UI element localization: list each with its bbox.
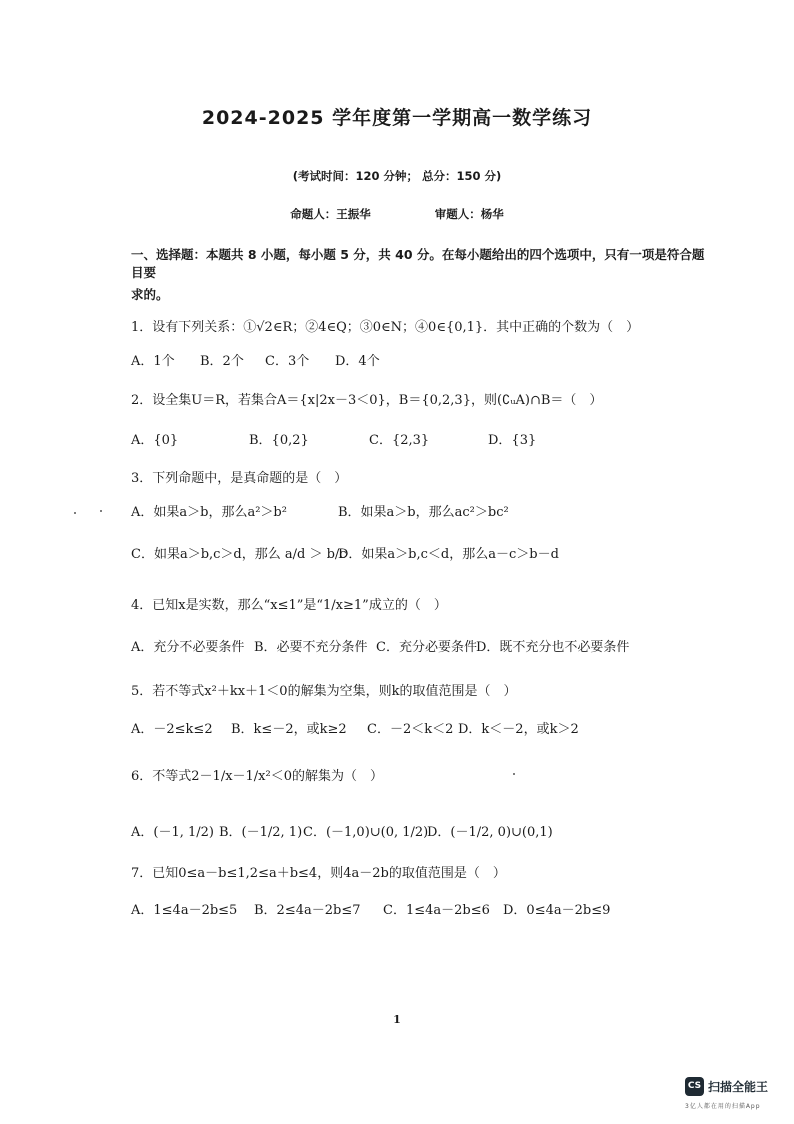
question-7-stem: 7．已知0≤a－b≤1,2≤a＋b≤4，则4a－2b的取值范围是（ ）	[131, 866, 506, 881]
option-a: A．1个	[131, 354, 175, 369]
option-c: C．1≤4a－2b≤6	[383, 903, 490, 918]
option-b: B．必要不充分条件	[254, 640, 368, 655]
option-b: B．{0,2}	[249, 433, 309, 448]
watermark-tagline: 3亿人都在用的扫描App	[685, 1103, 761, 1110]
option-c: C．{2,3}	[369, 433, 430, 448]
exam-info: (考试时间：120 分钟； 总分：150 分)	[292, 169, 502, 183]
option-b: B．(－1/2, 1)	[219, 825, 303, 840]
question-3-stem: 3．下列命题中，是真命题的是（ ）	[131, 471, 348, 486]
scan-speck	[100, 510, 102, 512]
option-a: A．如果a＞b，那么a²＞b²	[131, 505, 287, 520]
option-b: B．如果a＞b，那么ac²＞bc²	[338, 505, 509, 520]
option-a: A．{0}	[131, 433, 179, 448]
option-d: D．{3}	[488, 433, 537, 448]
question-5-stem: 5．若不等式x²＋kx＋1＜0的解集为空集，则k的取值范围是（ ）	[131, 684, 517, 699]
question-4-stem: 4．已知x是实数，那么“x≤1”是“1/x≥1”成立的（ ）	[131, 598, 447, 613]
option-c: C．充分必要条件	[376, 640, 477, 655]
question-1-stem: 1．设有下列关系：①√2∈R；②4∈Q；③0∈N；④0∈{0,1}．其中正确的个数为（ ）	[131, 320, 640, 335]
authors-line	[0, 206, 794, 222]
section-heading-cont: 求的。	[131, 287, 169, 302]
option-c: C．(－1,0)∪(0, 1/2)	[303, 825, 429, 840]
watermark-name: 扫描全能王	[708, 1080, 769, 1094]
scanner-watermark	[685, 1077, 785, 1117]
camscanner-logo-icon: CS	[685, 1077, 704, 1096]
section-heading: 一、选择题：本题共 8 小题，每小题 5 分，共 40 分。在每小题给出的四个选项中，只有一项是符合题目要	[131, 247, 705, 280]
page-title: 2024-2025 学年度第一学期高一数学练习	[201, 107, 593, 129]
option-a: A．1≤4a－2b≤5	[131, 903, 238, 918]
scan-speck	[513, 773, 515, 775]
option-d: D．4个	[335, 354, 380, 369]
option-d: D．(－1/2, 0)∪(0,1)	[427, 825, 553, 840]
reviewer: 审题人：杨华	[434, 207, 504, 221]
option-b: B．2个	[200, 354, 244, 369]
option-b: B．2≤4a－2b≤7	[254, 903, 361, 918]
option-d: D．既不充分也不必要条件	[476, 640, 630, 655]
page-number: 1	[393, 1013, 401, 1026]
option-c: C．3个	[265, 354, 310, 369]
option-b: B．k≤－2，或k≥2	[231, 722, 347, 737]
question-2-stem: 2．设全集U＝R，若集合A＝{x|2x－3＜0}，B＝{0,2,3}，则(∁ᵤA)∩B＝（ ）	[131, 393, 603, 408]
option-a: A．(－1, 1/2)	[131, 825, 214, 840]
option-a: A．－2≤k≤2	[131, 722, 213, 737]
option-d: D．0≤4a－2b≤9	[503, 903, 611, 918]
option-c: C．如果a＞b,c＞d，那么 a/d ＞ b/c	[131, 547, 347, 562]
scan-speck	[74, 512, 76, 514]
option-a: A．充分不必要条件	[131, 640, 245, 655]
setter: 命题人：王振华	[290, 207, 371, 221]
option-c: C．－2＜k＜2	[367, 722, 454, 737]
option-d: D．如果a＞b,c＜d，那么a－c＞b－d	[338, 547, 559, 562]
question-6-stem: 6．不等式2－1/x－1/x²＜0的解集为（ ）	[131, 769, 383, 784]
option-d: D．k＜－2，或k＞2	[458, 722, 579, 737]
